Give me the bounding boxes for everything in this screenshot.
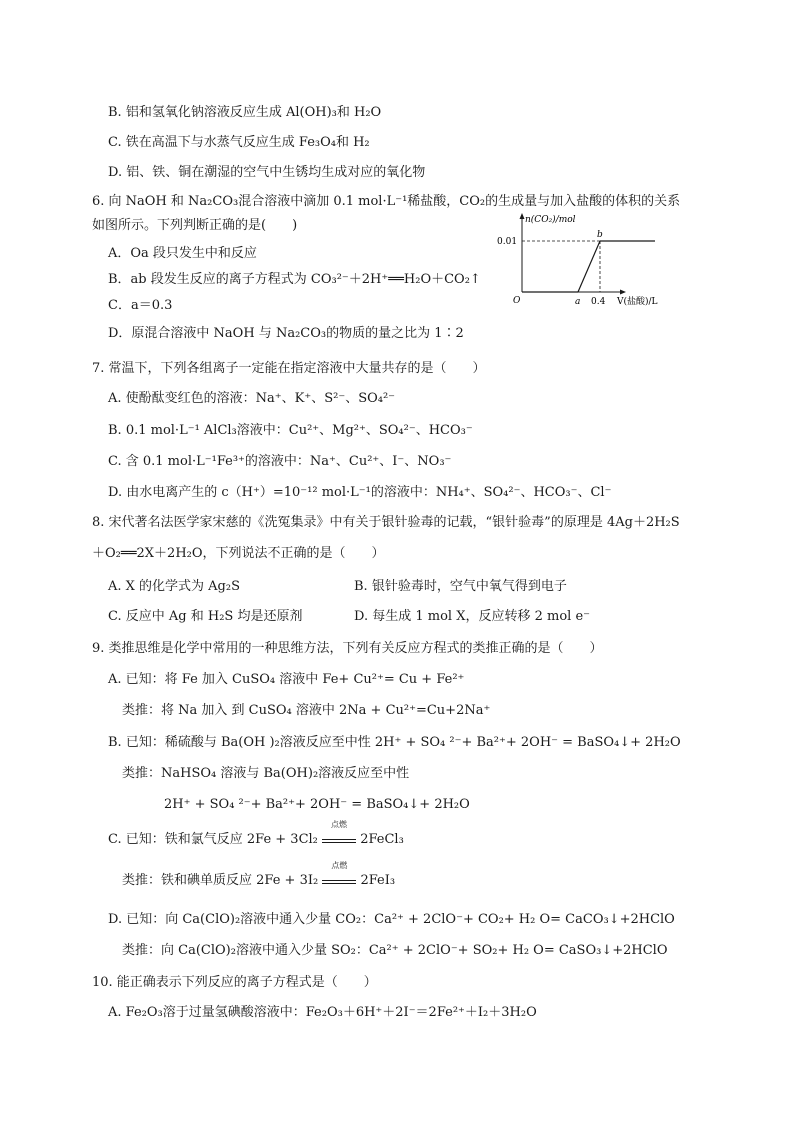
q8-option-c: C. 反应中 Ag 和 H₂S 均是还原剂 [108,609,303,624]
q8-stem-line2: ＋O₂══2X＋2H₂O，下列说法不正确的是（ ） [92,546,385,561]
q8-option-a: A. X 的化学式为 Ag₂S [108,579,240,594]
q8-stem-line1: 8. 宋代著名法医学家宋慈的《洗冤集录》中有关于银针验毒的记载，“银针验毒”的原理是 4Ag＋2H₂S [92,515,680,530]
graph-x-label: V(盐酸)/L [617,297,658,307]
graph-x-tick: 0.4 [591,297,606,307]
q5-option-d: D. 铝、铁、铜在潮湿的空气中生锈均生成对应的氧化物 [108,165,426,180]
q9-stem: 9. 类推思维是化学中常用的一种思维方法，下列有关反应方程式的类推正确的是（ ） [92,641,603,656]
q6-stem-line1: 6. 向 NaOH 和 Na₂CO₃混合溶液中滴加 0.1 mol·L⁻¹稀盐酸，CO₂的生成量与加入盐酸的体积的关系 [92,194,681,209]
graph-rising-segment [578,241,600,292]
ignite-condition-2: 点燃 [331,861,348,870]
q6-stem-line2: 如图所示。下列判断正确的是( ) [92,218,298,233]
graph-origin: O [513,296,521,306]
q7-option-b: B. 0.1 mol·L⁻¹ AlCl₃溶液中：Cu²⁺、Mg²⁺、SO₄²⁻、HCO₃⁻ [108,423,473,438]
graph-y-label: n(CO₂)/mol [525,215,576,225]
q9-option-a-line1: A. 已知：将 Fe 加入 CuSO₄ 溶液中 Fe+ Cu²⁺= Cu + Fe²⁺ [108,672,465,687]
q9-c1-right: 2FeCl₃ [360,832,404,847]
q9-option-b-line3: 2H⁺ + SO₄ ²⁻+ Ba²⁺+ 2OH⁻ = BaSO₄↓+ 2H₂O [164,797,470,812]
graph-y-tick: 0.01 [497,237,518,247]
ignite-condition-1: 点燃 [331,820,348,829]
q9-option-b-line1: B. 已知：稀硫酸与 Ba(OH )₂溶液反应至中性 2H⁺ + SO₄ ²⁻+ Ba²⁺+ 2OH⁻ = BaSO₄↓+ 2H₂O [108,735,681,750]
q7-stem: 7. 常温下，下列各组离子一定能在指定溶液中大量共存的是（ ） [92,361,486,376]
q6-option-a: A．Oa 段只发生中和反应 [108,246,257,261]
q9-option-b-line2: 类推：NaHSO₄ 溶液与 Ba(OH)₂溶液反应至中性 [122,766,410,781]
graph-y-arrow [520,213,525,219]
graph-point-a: a [575,297,581,307]
q6-option-d: D．原混合溶液中 NaOH 与 Na₂CO₃的物质的量之比为 1∶2 [108,326,464,341]
q5-option-c: C. 铁在高温下与水蒸气反应生成 Fe₃O₄和 H₂ [108,135,370,150]
q8-option-b: B. 银针验毒时，空气中氧气得到电子 [354,579,567,594]
q10-stem: 10. 能正确表示下列反应的离子方程式是（ ） [92,975,377,990]
ignite-arrow-2 [322,861,356,884]
q6-option-b: B．ab 段发生反应的离子方程式为 CO₃²⁻＋2H⁺══H₂O＋CO₂↑ [108,272,481,287]
q9-option-d-line1: D. 已知：向 Ca(ClO)₂溶液中通入少量 CO₂：Ca²⁺ + 2ClO⁻+ CO₂+ H₂ O= CaCO₃↓+2HClO [108,912,675,927]
graph-x-arrow [620,290,626,295]
q6-option-c: C．a＝0.3 [108,298,173,313]
q8-option-d: D. 每生成 1 mol X，反应转移 2 mol e⁻ [354,609,590,624]
q7-option-d: D. 由水电离产生的 c（H⁺）=10⁻¹² mol·L⁻¹的溶液中：NH₄⁺、SO₄²⁻、HCO₃⁻、Cl⁻ [108,485,612,500]
q9-option-a-line2: 类推：将 Na 加入 到 CuSO₄ 溶液中 2Na + Cu²⁺=Cu+2Na⁺ [122,703,491,718]
q10-option-a: A. Fe₂O₃溶于过量氢碘酸溶液中：Fe₂O₃＋6H⁺＋2I⁻＝2Fe²⁺＋I₂＋3H₂O [108,1005,537,1020]
q6-co2-graph [497,208,690,308]
q7-option-a: A. 使酚酞变红色的溶液：Na⁺、K⁺、S²⁻、SO₄²⁻ [108,391,396,406]
q9-c2-right: 2FeI₃ [360,873,396,888]
q7-option-c: C. 含 0.1 mol·L⁻¹Fe³⁺的溶液中：Na⁺、Cu²⁺、I⁻、NO₃⁻ [108,454,452,469]
q9-c2-left: 类推：铁和碘单质反应 2Fe + 3I₂ [122,873,319,888]
q9-c1-left: C. 已知：铁和氯气反应 2Fe + 3Cl₂ [108,832,318,847]
q9-option-c-line1 [108,820,404,849]
ignite-arrow-1 [322,820,356,843]
q9-option-d-line2: 类推：向 Ca(ClO)₂溶液中通入少量 SO₂：Ca²⁺ + 2ClO⁻+ SO₂+ H₂ O= CaSO₃↓+2HClO [122,943,668,958]
graph-point-b: b [597,230,603,240]
q9-option-c-line2 [122,861,396,890]
q5-option-b: B. 铝和氢氧化钠溶液反应生成 Al(OH)₃和 H₂O [108,105,382,120]
